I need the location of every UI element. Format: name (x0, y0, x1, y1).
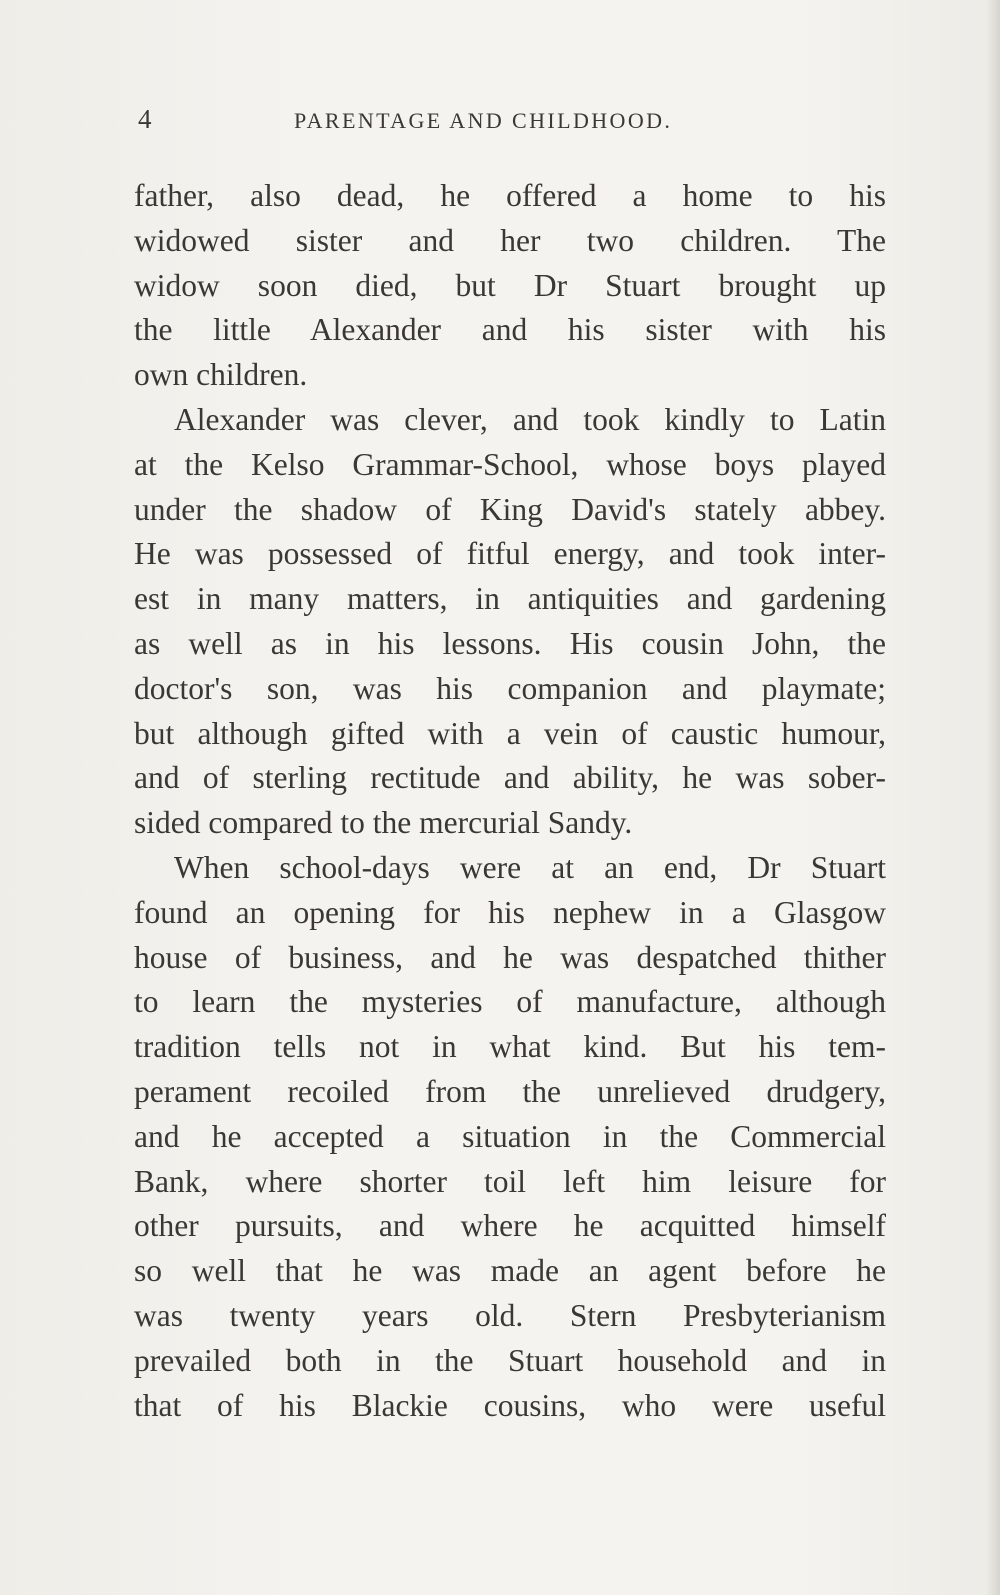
text-line: and of sterling rectitude and ability, he was sober- (134, 760, 886, 796)
page-edge-shadow (986, 0, 1000, 1595)
text-line: as well as in his lessons. His cousin John, the (134, 625, 886, 661)
text-line: that of his Blackie cousins, who were useful (134, 1387, 886, 1423)
text-line: widow soon died, but Dr Stuart brought up (134, 267, 886, 303)
text-line: at the Kelso Grammar-School, whose boys played (134, 446, 886, 482)
text-line: tradition tells not in what kind. But his tem- (134, 1029, 886, 1065)
text-line: doctor's son, was his companion and playmate; (134, 670, 886, 706)
text-line: own children. (134, 357, 308, 393)
running-head-title: PARENTAGE AND CHILDHOOD. (294, 108, 673, 133)
text-line: When school-days were at an end, Dr Stuart (174, 849, 886, 885)
text-line: father, also dead, he offered a home to his (134, 178, 886, 213)
text-line: house of business, and he was despatched thither (134, 939, 886, 975)
body-text (134, 174, 886, 1428)
text-line: prevailed both in the Stuart household and in (134, 1342, 886, 1378)
text-line: under the shadow of King David's stately abbey. (134, 491, 886, 527)
text-line: and he accepted a situation in the Commercial (134, 1118, 886, 1154)
text-line: Bank, where shorter toil left him leisure for (134, 1163, 886, 1199)
text-line: est in many matters, in antiquities and gardening (134, 581, 886, 617)
text-line: but although gifted with a vein of caustic humour, (134, 715, 886, 751)
text-line: sided compared to the mercurial Sandy. (134, 805, 633, 841)
page-number: 4 (138, 104, 153, 134)
text-line: to learn the mysteries of manufacture, although (134, 984, 886, 1020)
text-line: found an opening for his nephew in a Glasgow (134, 894, 886, 930)
running-head (134, 104, 886, 140)
text-line: perament recoiled from the unrelieved drudgery, (134, 1073, 886, 1109)
text-line: so well that he was made an agent before he (134, 1253, 886, 1289)
text-line: other pursuits, and where he acquitted himself (134, 1208, 886, 1244)
text-line: the little Alexander and his sister with his (134, 312, 886, 348)
text-line: He was possessed of fitful energy, and took inter- (134, 536, 886, 572)
text-line: was twenty years old. Stern Presbyterianism (134, 1297, 886, 1333)
text-line: widowed sister and her two children. The (134, 222, 886, 258)
text-line: Alexander was clever, and took kindly to Latin (174, 401, 886, 437)
